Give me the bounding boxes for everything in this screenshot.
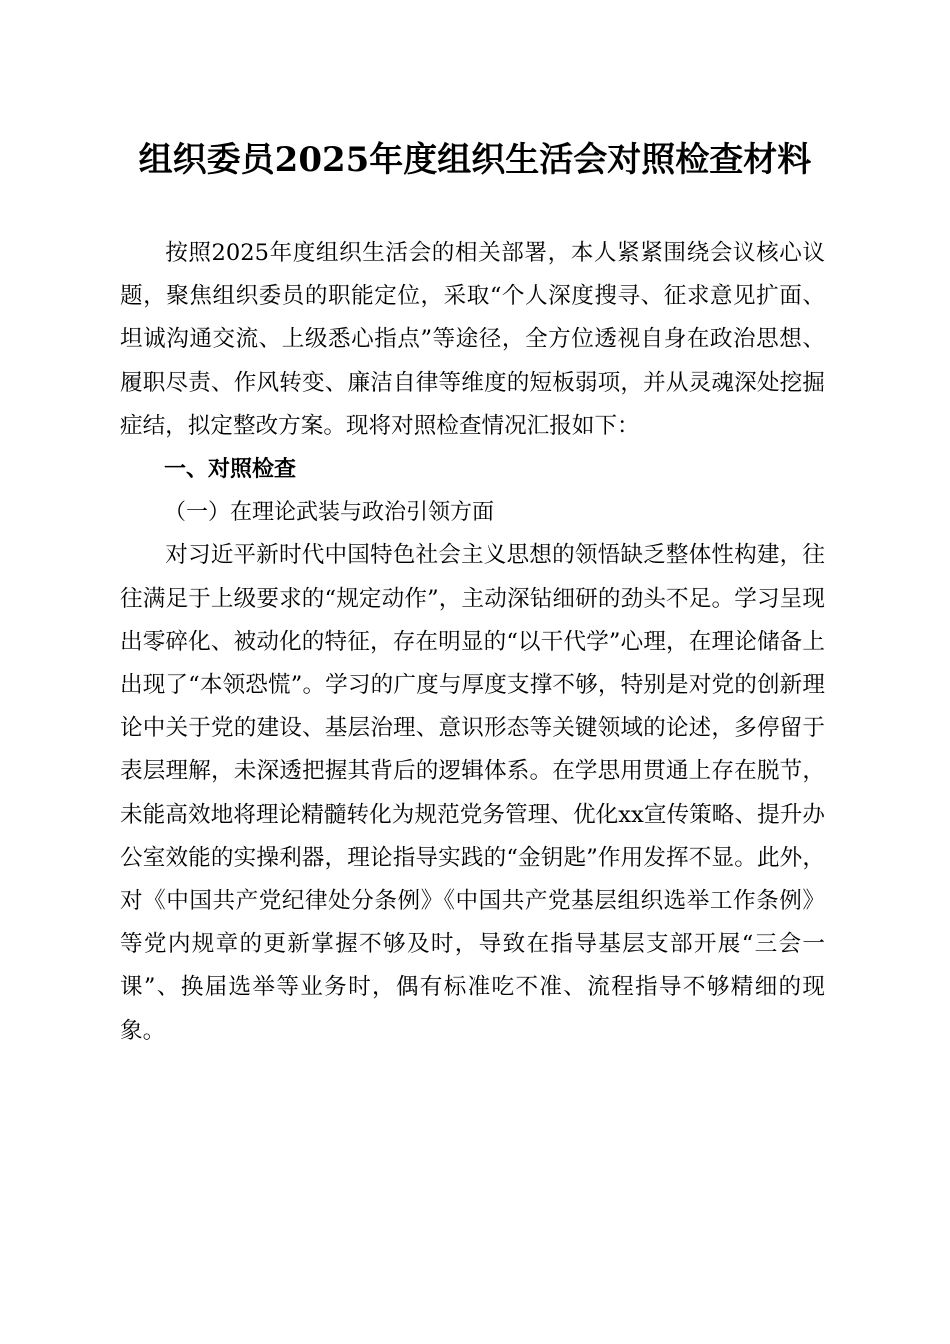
document-title: 组织委员2025年度组织生活会对照检查材料 [138, 140, 812, 180]
subsection-heading: （一）在理论武装与政治引领方面 [164, 500, 495, 526]
subsection-paragraph: 对习近平新时代中国特色社会主义思想的领悟缺乏整体性构建，往往满足于上级要求的“规定动作”，主动深钻细研的劲头不足。学习呈现出零碎化、被动化的特征，存在明显的“以干代学”心理，在理论储备上出现了“本领恐慌”。学习的广度与厚度支撑不够，特别是对党的创新理论中关于党的建设、基层治理、意识形态等关键领域的论述，多停留于表层理解，未深透把握其背后的逻辑体系。在学思用贯通上存在脱节，未能高效地将理论精髓转化为规范党务管理、优化xx宣传策略、提升办公室效能的实操利器，理论指导实践的“金钥匙”作用发挥不显。此外，对《中国共产党纪律处分条例》《中国共产党基层组织选举工作条例》等党内规章的更新掌握不够及时，导致在指导基层支部开展“三会一课”、换届选举等业务时，偶有标准吃不准、流程指导不够精细的现象。 [120, 542, 825, 1044]
intro-paragraph: 按照2025年度组织生活会的相关部署，本人紧紧围绕会议核心议题，聚焦组织委员的职能定位，采取“个人深度搜寻、征求意见扩面、坦诚沟通交流、上级悉心指点”等途径，全方位透视自身在政治思想、履职尽责、作风转变、廉洁自律等维度的短板弱项，并从灵魂深处挖掘症结，拟定整改方案。现将对照检查情况汇报如下： [120, 240, 825, 439]
document-body [120, 232, 825, 1053]
section-heading: 一、对照检查 [164, 457, 297, 483]
